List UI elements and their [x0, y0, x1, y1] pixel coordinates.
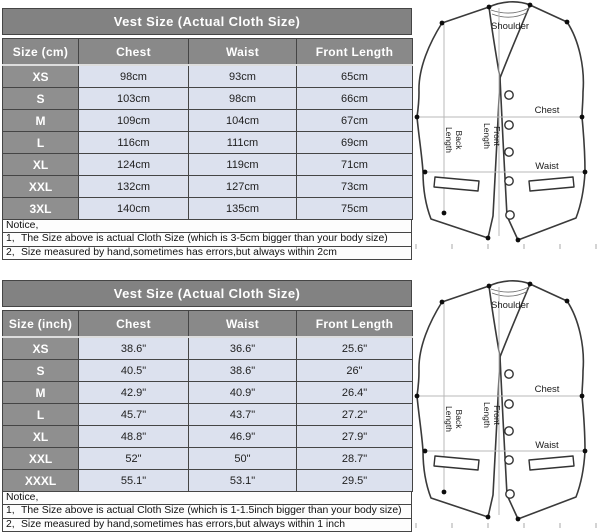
chest-value-cell: 109cm: [79, 110, 189, 132]
waist-point-left: [423, 170, 428, 175]
chest-value-cell: 132cm: [79, 176, 189, 198]
size-label-cell: XXXL: [3, 470, 79, 492]
front-length-value-cell: 27.2": [297, 404, 413, 426]
column-header-front-length: Front Length: [297, 311, 413, 338]
table-row: [3, 110, 413, 132]
button: [505, 400, 513, 408]
chest-value-cell: 52": [79, 448, 189, 470]
table-title: Vest Size (Actual Cloth Size): [2, 8, 412, 35]
button: [505, 456, 513, 464]
waist-value-cell: 127cm: [189, 176, 297, 198]
front-hem-point-right: [516, 238, 521, 243]
column-header-size: Size (inch): [3, 311, 79, 338]
column-header-waist: Waist: [189, 39, 297, 66]
svg-text:Back: Back: [454, 409, 464, 429]
back-hem-point: [442, 490, 447, 495]
button: [505, 91, 513, 99]
front-length-value-cell: 73cm: [297, 176, 413, 198]
waist-value-cell: 111cm: [189, 132, 297, 154]
collar-inner-line: [491, 8, 529, 13]
waist-point-right: [583, 170, 588, 175]
size-table-cm: [2, 8, 412, 260]
neck-point-right: [528, 282, 533, 287]
size-label-cell: XL: [3, 426, 79, 448]
waist-value-cell: 98cm: [189, 88, 297, 110]
shoulder-point-left: [440, 300, 445, 305]
waist-value-cell: 104cm: [189, 110, 297, 132]
front-length-value-cell: 66cm: [297, 88, 413, 110]
svg-text:Back: Back: [454, 130, 464, 150]
table-row: [3, 132, 413, 154]
waist-label: Waist: [535, 440, 559, 451]
shoulder-point-right: [565, 299, 570, 304]
notice-box: [2, 492, 412, 532]
waist-value-cell: 38.6": [189, 360, 297, 382]
size-label-cell: XL: [3, 154, 79, 176]
table-row: [3, 426, 413, 448]
header-row: [3, 311, 413, 338]
chest-value-cell: 45.7": [79, 404, 189, 426]
size-label-cell: L: [3, 132, 79, 154]
size-label-cell: M: [3, 110, 79, 132]
neck-point-left: [487, 284, 492, 289]
size-label-cell: S: [3, 360, 79, 382]
waist-value-cell: 53.1": [189, 470, 297, 492]
size-label-cell: L: [3, 404, 79, 426]
collar-top-edge: [489, 2, 530, 7]
vest-diagram-inch: [410, 279, 600, 531]
notice-box: [2, 220, 412, 260]
header-row: [3, 39, 413, 66]
front-length-value-cell: 27.9": [297, 426, 413, 448]
back-length-label: [444, 406, 464, 432]
shoulder-point-right: [565, 20, 570, 25]
chest-value-cell: 103cm: [79, 88, 189, 110]
shoulder-point-left: [440, 21, 445, 26]
svg-text:Length: Length: [444, 406, 454, 432]
ruler-ticks: [416, 244, 596, 249]
notice-item: 1, The Size above is actual Cloth Size (which is 3-5cm bigger than your body size): [3, 232, 411, 245]
table-title: Vest Size (Actual Cloth Size): [2, 280, 412, 307]
chest-value-cell: 140cm: [79, 198, 189, 220]
shoulder-label: Shoulder: [490, 21, 530, 32]
front-length-value-cell: 26": [297, 360, 413, 382]
waist-value-cell: 40.9": [189, 382, 297, 404]
button: [505, 148, 513, 156]
svg-text:Length: Length: [444, 127, 454, 153]
svg-text:Length: Length: [482, 402, 492, 428]
table-row: [3, 382, 413, 404]
waist-label: Waist: [535, 161, 559, 172]
collar-inner-line: [491, 287, 529, 292]
waist-value-cell: 46.9": [189, 426, 297, 448]
front-hem-point-left: [486, 236, 491, 241]
front-length-value-cell: 71cm: [297, 154, 413, 176]
waist-value-cell: 135cm: [189, 198, 297, 220]
table-row: [3, 176, 413, 198]
waist-value-cell: 119cm: [189, 154, 297, 176]
size-chart-section-cm: [0, 0, 600, 262]
table-row: [3, 154, 413, 176]
front-hem-point-right: [516, 517, 521, 522]
back-hem-point: [442, 211, 447, 216]
svg-text:Length: Length: [482, 123, 492, 149]
column-header-waist: Waist: [189, 311, 297, 338]
chest-value-cell: 48.8": [79, 426, 189, 448]
front-length-label: [482, 402, 502, 428]
chest-value-cell: 116cm: [79, 132, 189, 154]
chest-value-cell: 38.6": [79, 337, 189, 360]
chest-label: Chest: [534, 105, 560, 116]
chest-value-cell: 42.9": [79, 382, 189, 404]
waist-point-left: [423, 449, 428, 454]
waist-value-cell: 43.7": [189, 404, 297, 426]
notice-item: 1, The Size above is actual Cloth Size (which is 1-1.5inch bigger than your body size): [3, 504, 411, 517]
column-header-chest: Chest: [79, 39, 189, 66]
table-row: [3, 448, 413, 470]
size-label-cell: M: [3, 382, 79, 404]
table-row: [3, 337, 413, 360]
front-length-value-cell: 25.6": [297, 337, 413, 360]
shoulder-label: Shoulder: [490, 300, 530, 311]
button: [506, 211, 514, 219]
size-label-cell: XXL: [3, 176, 79, 198]
column-header-size: Size (cm): [3, 39, 79, 66]
chest-label: Chest: [534, 384, 560, 395]
size-table-inch: [2, 280, 412, 532]
waist-value-cell: 36.6": [189, 337, 297, 360]
front-length-value-cell: 28.7": [297, 448, 413, 470]
notice-item: 2, Size measured by hand,sometimes has errors,but always within 2cm: [3, 246, 411, 259]
table-row: [3, 404, 413, 426]
waist-value-cell: 93cm: [189, 65, 297, 88]
front-length-value-cell: 75cm: [297, 198, 413, 220]
table-row: [3, 360, 413, 382]
table-row: [3, 88, 413, 110]
front-length-value-cell: 65cm: [297, 65, 413, 88]
chest-point-left: [415, 115, 420, 120]
waist-value-cell: 50": [189, 448, 297, 470]
front-length-value-cell: 67cm: [297, 110, 413, 132]
front-length-value-cell: 26.4": [297, 382, 413, 404]
button: [505, 427, 513, 435]
size-label-cell: XXL: [3, 448, 79, 470]
size-label-cell: 3XL: [3, 198, 79, 220]
svg-text:Front: Front: [492, 405, 502, 425]
front-length-label: [482, 123, 502, 149]
notice-label: Notice,: [6, 492, 39, 503]
chest-point-right: [580, 115, 585, 120]
vest-diagram-cm: [410, 0, 600, 252]
chest-value-cell: 98cm: [79, 65, 189, 88]
neck-point-right: [528, 3, 533, 8]
button: [506, 490, 514, 498]
chest-value-cell: 40.5": [79, 360, 189, 382]
table-row: [3, 198, 413, 220]
collar-top-edge: [489, 281, 530, 286]
size-chart-section-inch: [0, 272, 600, 530]
size-label-cell: S: [3, 88, 79, 110]
button: [505, 121, 513, 129]
ruler-ticks: [416, 523, 596, 528]
column-header-chest: Chest: [79, 311, 189, 338]
front-length-value-cell: 29.5": [297, 470, 413, 492]
chest-point-left: [415, 394, 420, 399]
chest-value-cell: 124cm: [79, 154, 189, 176]
size-label-cell: XS: [3, 337, 79, 360]
column-header-front-length: Front Length: [297, 39, 413, 66]
notice-label: Notice,: [6, 220, 39, 231]
size-label-cell: XS: [3, 65, 79, 88]
table-row: [3, 470, 413, 492]
chest-value-cell: 55.1": [79, 470, 189, 492]
svg-text:Front: Front: [492, 126, 502, 146]
table-row: [3, 65, 413, 88]
button: [505, 177, 513, 185]
front-length-value-cell: 69cm: [297, 132, 413, 154]
chest-point-right: [580, 394, 585, 399]
button: [505, 370, 513, 378]
back-length-label: [444, 127, 464, 153]
waist-point-right: [583, 449, 588, 454]
notice-item: 2, Size measured by hand,sometimes has errors,but always within 1 inch: [3, 518, 411, 531]
front-hem-point-left: [486, 515, 491, 520]
neck-point-left: [487, 5, 492, 10]
